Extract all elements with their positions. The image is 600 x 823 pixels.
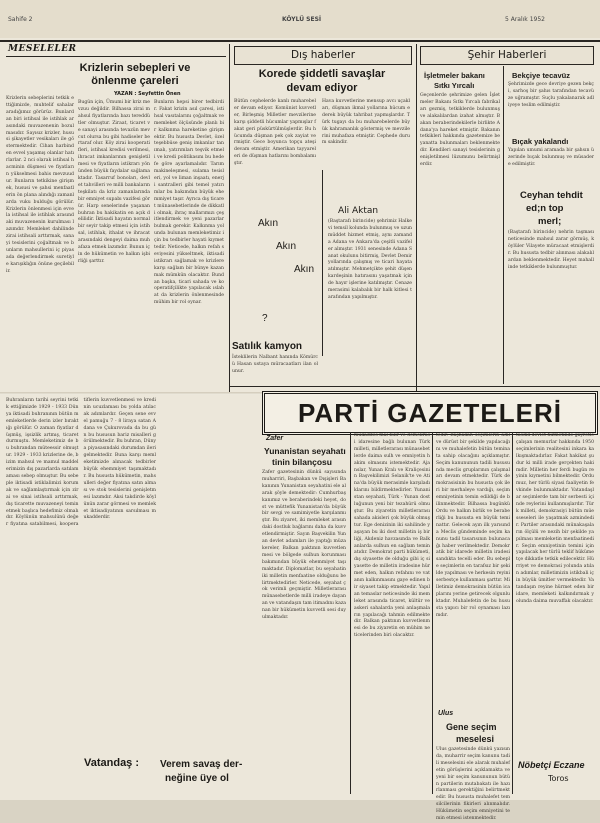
paper-fold — [0, 392, 262, 395]
dis-haberler-headline-line1: Korede şiddetli savaşlar — [258, 68, 386, 80]
sehir-news1-body: Geçenlerde şehrimize gelen İşletmeler Bakanı Sıtkı Yırcalı fabrikaları gezmiş, tetkiklerde bulunmuş ve alakalılardan izahat almıştır. Bakan beraberindekilerle birlikte Adana'ya hareket etmiştir. Bakanın tetkikleri hakkında gazetemize beyanatta bulunmaları beklenmektedir. Kendileri sanayi tesislerinin genişletilmesi lüzumunu belirtmişlerdir. — [420, 93, 500, 168]
header-date: 5 Aralık 1952 — [505, 16, 545, 23]
sehir-news4-headline-line1: Ceyhan tehdit — [520, 190, 583, 201]
right-inner-divider — [503, 66, 504, 384]
akin-line-1: Akın — [258, 218, 279, 229]
zafer-body: Zafer gazetesinin dünkü sayısında muharriri, Başbakan ve Dışişleri Bakanının Yunanistan seyahatini ele alarak şöyle demektedir: Cumhurbaşkanımız ve beraberindeki heyet, dost ve müttefik Yunanistan'da büyük bir sevgi ve samimiyetle karşılanmıştır. Bu ziyaret, iki memleket arasındaki dostluk bağlarını daha da kuvvetlendirmiştir. Sayın Başvekilin Yunan devlet adamları ile yaptığı müzakereler, Balkan paktının kuvvetlenmesi ve bölgede sulhun korunması bakımından büyük ehemmiyet taşımaktadır. Diplomatlar, bu seyahatin iki milletin menfaatine olduğunu belirtmektedirler. Neticede, seyahat çok verimli geçmiştir. Milletlerarası münasebetlerde milli iradeye dayanan ve vatandaşın tam itimadını kazanan bir hükümetin kuvvetli sesi duyulmaktadır. — [262, 470, 346, 621]
verem-slogan-line1: Verem savaş der- — [160, 759, 243, 770]
nobetci-eczane-title: Nöbetçi Eczane — [518, 760, 585, 770]
satilik-kamyon-body: İsteklilerin Nalbant hanında Kömürcü Hasan ustaya müracaatları ilan olunur. — [232, 355, 318, 374]
dis-haberler-headline-line2: devam ediyor — [286, 82, 358, 94]
header-page-number: Sahife 2 — [8, 16, 33, 23]
dis-haberler-column-1: Bütün cephelerde kanlı muharebeler devam ediyor. Komünist kuvvetler, Birleşmiş Milletler mevzilerine karşı şiddetli hücumlar yapmışlar fakat geri püskürtülmüşlerdir. Bu hücumda düşman pek çok zayiat vermiştir. Gece boyunca topçu ateşi devam etmiştir. Amerikan tayyareleri de düşman hatlarını bombalamıştır. — [234, 99, 316, 167]
article1-headline-line2: önlenme çareleri — [91, 75, 179, 87]
meseleler-underline — [6, 56, 226, 57]
akin-line-2: Akın — [276, 241, 297, 252]
akin-question-mark: ? — [262, 313, 268, 324]
zafer-headline-line2: tinin bilançosu — [272, 457, 332, 467]
zafer-source: Zafer — [266, 435, 284, 442]
sehir-news1-headline-line2: Sıtkı Yırcalı — [434, 81, 475, 90]
sehir-news1-headline-line1: İşletmeler bakanı — [424, 71, 485, 80]
article1-column-2: Bugün için, Ümumi bir kriz mevzuu değildir. Bilhassa zirai mahsul fiyatlarında bazı tereddütler olmuştur. Ziraat, ticaret ve sanayi arasında tevazün mevcut olursa bu gibi hadiseler bertaraf olur. Köy zirai kooperatifleri, istihsal kredisi verilmesi, ihracat imkanlarının genişletilmesi ve fiyatların istikrarı yönünden büyük faydalar sağlamaktadır. Tasarruf bonoları, devlet tahvilleri ve milli bankaların teşkilatı da kriz zamanlarında bir emniyet supabı vazifesi görür. Harp senelerinde yaşanan buhran bu hakikatin en açık delilidir. İktisadi hayatın normal bir seyir takip etmesi için istihsal, istihlak, ithalat ve ihracat arasındaki dengeyi daima muhafaza etmek lazımdır. Bunun için de hükümetin ve halkın işbirliği şarttır. — [78, 100, 150, 264]
parti-column-five: tasdik devlet hizmetinde gayretle çalışan memurlar hakkında 1950 seçimlerinin realitesini inkara kalkışmaktadırlar. Fakat hakikat şudur ki milli irade gerçekten hakimdir. Milletin her ferdi bugün reyinin kıymetini bilmektedir. Ordumuz, her türlü siyasi faaliyetin fevkinde bulunmaktadır. Vatandaşlar seçimlerde tam bir serbesti içinde reylerini kullanmışlardır. Türk milleti, demokrasiyi bütün müesseseleri ile yaşatmak azmindedir. Partiler arasındaki münakaşaların ölçülü ve nezih bir şekilde yapılması memleketin menfaatinedir. Seçim emniyetinin temini için yapılacak her türlü teklif hükümetçe dikkatle tetkik edilecektir. Hürriyet ve demokrasi yolunda atılan adımlar, milletimizin istikbali için büyük ümitler vermektedir. Vatandaşın reyine hürmet eden bir idare, memleketi kalkındırmak yolunda daima muvaffak olacaktır. — [516, 433, 594, 604]
article1-headline-line1: Krizlerin sebepleri ve — [79, 62, 191, 74]
sehir-news4-headline-line2: ed;n top — [526, 203, 564, 214]
article1-lower-columns: Buhranların tarihi seyrini tetkik ettiğimizde 1929 - 1933 Dünya iktisadi buhranının bütün memleketlerde derin izler bıraktığı görülür. O zaman fiyatlar düşmüş, işsizlik artmış, ticaret durmuştu. Memleketimiz de bu buhrandan müteessir olmuştur. 1929 - 1933 krizlerine de, bizim mahsul ve mamul maddelerimizin dış pazarlarda satılamaması sebep olmuştur. Bu sebeple iktisadi istiklalimizi korumak ve sağlamlaştırmak için zirai ve sinai istihsali arttırmak, dış ticarette muvazeneyi temin etmek başlıca hedefimiz olmalıdır. Köylünün mahsulünü değer fiyatına satabilmesi, kooperatiflerin kuvvetlenmesi ve kredinin ucuzlaması bu yolda atılacak adımlardır. Geçen sene evvel pamuğu 7 - 8 liraya satan Adana ve Çukurovada da bu gün bu hususun bariz misalleri görülmektedir. Bu buhran, Dünya piyasasındaki durumdan ileri gelmektedir. Buna karşı memleketimizde alınacak tedbirler büyük ehemmiyet taşımaktadır. Bu hususta hükümetin, mahsulleri değer fiyatına satın alması ve stok tesislerini genişletmesi lazımdır. Aksi takdirde köylünün zarar görmesi ve memleket iktisadiyatının sarsılması mukadderdir. — [6, 398, 156, 528]
verem-slogan-line2: neğine üye ol — [165, 773, 229, 784]
ulus-headline-line2: meselesi — [456, 734, 495, 744]
parti-gazeteleri-banner: PARTİ GAZETELERİ — [262, 391, 598, 435]
article1-byline: YAZAN : Seyfettin Önen — [114, 91, 181, 97]
article1-column-1: Krizlerin sebeplerini tetkik ettiğimizde, muhtelif sahalar aradığımız görürüz. Bunlardan biri istihsal ile istihlak arasındaki muvazenenin bozulmasıdır. Sayısız krizler, hususi şikayetler vesikaları ile göstermektedir. Cihan harbinden evvel yaşamış olanlar hatırlarlar. 2 nci olarak istihsal hacminin düşmesi ve fiyatların yükselmesi bahis mevzuudur. Bunların tetkikine girişmek, hususi ve şahsi menfaatlerin ön plana alındığı zamanlarda vuku bulduğu görülür. Krizlerin önlenmesi için evvela istihsal ile istihlak arasındaki muvazenenin kurulması lazımdır. Memleket dahilinde zirai istihsali arttırmak, sanayi tesislerini çoğaltmak ve bunların mahsullerini iç piyasada değerlendirmek suretiyle karışıklığın önüne geçilebilir. — [6, 96, 74, 274]
header-rule — [0, 40, 600, 42]
upper-section-rule — [229, 386, 600, 387]
header-paper-name: KÖYLÜ SESİ — [282, 16, 322, 23]
sehir-news2-headline: Bekçiye tecavüz — [512, 71, 570, 80]
section-title-meseleler: MESELELER — [8, 44, 77, 54]
middle-inner-divider — [322, 170, 323, 356]
column-divider-1 — [229, 44, 230, 394]
nobetci-eczane-name: Toros — [548, 774, 569, 783]
dis-haberler-column-2: Hava kuvvetlerine mensup avcı uçakları, düşman ikmal yollarına hücum ederek büyük tahribat yapmışlardır. Türk tugayı da bu muharebelerde büyük kahramanlık göstermiş ve mevzilerini muhafaza etmiştir. Cephede durum sakindir. — [322, 99, 410, 146]
parti-middle-column: mukaddes mal bilir ve demokrasi idaresine bağlı bulunan Türk milleti, milletlerarası münasebetlerde daima sulh ve emniyetin hakim olmasını istemektedir. Ajanslar, Yunan Kralı ve Kraliçesinin Başvekilimizi Selanik'te ve Atina'da büyük merasimle karşıladıklarını bildirmektedirler. Yunanistan seyahati, Türk - Yunan dostluğunun yeni bir tezahürü olmuştur. Bu ziyaretin milletlerarası sahada akisleri çok büyük olmuştur. Ege denizinin iki sahilinde yaşayan bu iki dost milletin iş birliği, Akdeniz havzasında ve Balkanlarda sulhun en sağlam teminatıdır. Demokrat parti hükümeti, dış siyasette de olduğu gibi iç siyasette de milletin iradesine hürmet eden, halkın refahını ve vatanın kalkınmasını gaye edinen bir siyaset takip etmektedir. Yapılan temaslar neticesinde iki memleket arasında ticaret, kültür ve askeri sahalarda yeni anlaşmaların yapılacağı tahmin edilmektedir. Balkan paktının kuvvetlenmesi de bu ziyaretin en mühim neticelerinden biri olacaktır. — [354, 433, 430, 639]
section-title-dis-haberler: Dış haberler — [234, 46, 412, 65]
zafer-headline-line1: Yunanistan seyahatı — [264, 446, 346, 456]
sehir-news4-body: (Baştarafı birincide) nehrin taşması neticesinde mahsul zarar görmüş, köylüler Vilayete müracaat etmişlerdir. Bu hususta tedbir alınması alakalılardan beklenmektedir. Heyet mahallinde tetkiklerde bulunmuştur. — [508, 230, 594, 270]
ulus-source: Ulus — [438, 710, 454, 717]
ulus-body: Ulus gazetesinde dünkü yazısında, muharrir seçim kanunu tadili meselesini ele alarak muhalefetin görüşlerini açıklamakta ve yeni bir seçim kanununun bütün partilerin mutabakatı ile hazırlanması gerektiğini belirtmektedir. Bu hususta muhalefet temsilcilerinin fikirleri alınmalıdır. Hükümetin seçim emniyetini temin etmesi istenmektedir. — [436, 747, 510, 822]
parti-column-four-top: tedir. Başbakan seçimlerin adil ve dürüst bir şekilde yapılacağını ve muhalefetin bütün teminata sahip olacağını açıklamıştır. Seçim kanununun tadili hususunda meclis gruplarının çalışmaları devam etmektedir. Türk demokrasisinin bu hususta çok ileri bir merhaleye vardığı, seçim emniyetinin temin edildiği de bilinmektedir. Bilhassa bugünkü Ordu ve halkın birlik ve beraberliği bu hususta en büyük teminattır. Gelecek ayın ilk yarısında Meclis gündeminde seçim kanunu tadil tasarısının bulunacağı haber verilmektedir. Demokratik bir idarede milletin iradesi sandıkta tecelli eder. Bu sebeple seçimlerin en tarafsız bir şekilde yapılması ve herkesin reyini serbestçe kullanması şarttır. Milletimiz demokrasinin bütün icaplarını yerine getirecek olgunluktadır. Muhalefetin de bu hususta yapıcı bir rol oynaması lazımdır. — [436, 433, 510, 618]
sehir-news3-headline: Bıçak yakalandı — [512, 137, 569, 146]
lower-divider-1 — [350, 432, 351, 794]
article1-column-3: Bunların hepsi birer tedbirdir. Fakat krizin asıl çaresi, istihsal vasıtalarını çoğaltmak ve memleket ölçüsünde planlı bir kalkınma hareketine girişmektir. Bu hususta Devlet, özel teşebbüse geniş imkanlar tanımalı, yatırımları teşvik etmeli ve kredi politikasını bu hedefe göre ayarlamalıdır. Tarım makineleşmesi, sulama tesisleri, yol ve liman inşaatı, enerji santralleri gibi temel yatırımlar bu bakımdan büyük ehemmiyet taşır. Ayrıca dış ticaret münasebetlerinde de dikkatli olmak, ihraç mallarımızı çeşitlendirmek ve yeni pazarlar bulmak gerekir. Kalkınma yolunda bulunan memleketimiz için bu tedbirler hayati kıymettedir. Neticede, halkın refah seviyesini yükseltmek, iktisadi istikrarı sağlamak ve krizlere karşı sağlam bir bünye kazanmak mümkün olacaktır. Bundan başka, ticari sahada ve kooperatifçilikte yapılacak ıslahat da krizlerin önlenmesinde mühim bir rol oynar. — [154, 100, 224, 306]
ulus-headline-line1: Gene seçim — [446, 722, 497, 732]
sehir-news3-body: Yapılan umumi aramada bir şahsın üzerinde bıçak bulunmuş ve müsadere edilmiştir. — [508, 148, 594, 167]
satilik-kamyon-title: Satılık kamyon — [232, 341, 303, 352]
akin-line-3: Akın — [294, 264, 315, 275]
section-title-sehir-haberleri: Şehir Haberleri — [420, 46, 594, 65]
vatandas-slogan: Vatandaş : — [84, 757, 140, 769]
sehir-news2-body: Şehrimizde gece devriye gezen bekçi, sarhoş bir şahıs tarafından tecavüze uğramıştır. Suçlu yakalanarak adliyeye teslim edilmiştir. — [508, 82, 594, 108]
sehir-news4-headline-line3: merl; — [538, 216, 562, 227]
ali-aktan-body: (Baştarafı birincide) şehrimiz Halkevi temsil kolunda bulunmuş ve uzun müddet hizmet etmiş, aynı zamanda Adana ve Ankara'da çeşitli vazifeler almıştır. 1931 senesinde Adana Sanat okulunu bitirmiş, Devlet Demiryollarında çalışmış ve ticari hayata atılmıştır. Mehmetçikte şehit düşen kardeşinin hatırasını yaşatmak için de hayır işlerine katılmıştır. Cenaze merasimi kalabalık bir halk kitlesi tarafından yapılmıştır. — [328, 219, 412, 300]
column-divider-2 — [416, 44, 417, 394]
lower-divider-3 — [512, 432, 513, 794]
lower-divider-2 — [432, 432, 433, 794]
ali-aktan-title: Ali Aktan — [338, 206, 379, 216]
